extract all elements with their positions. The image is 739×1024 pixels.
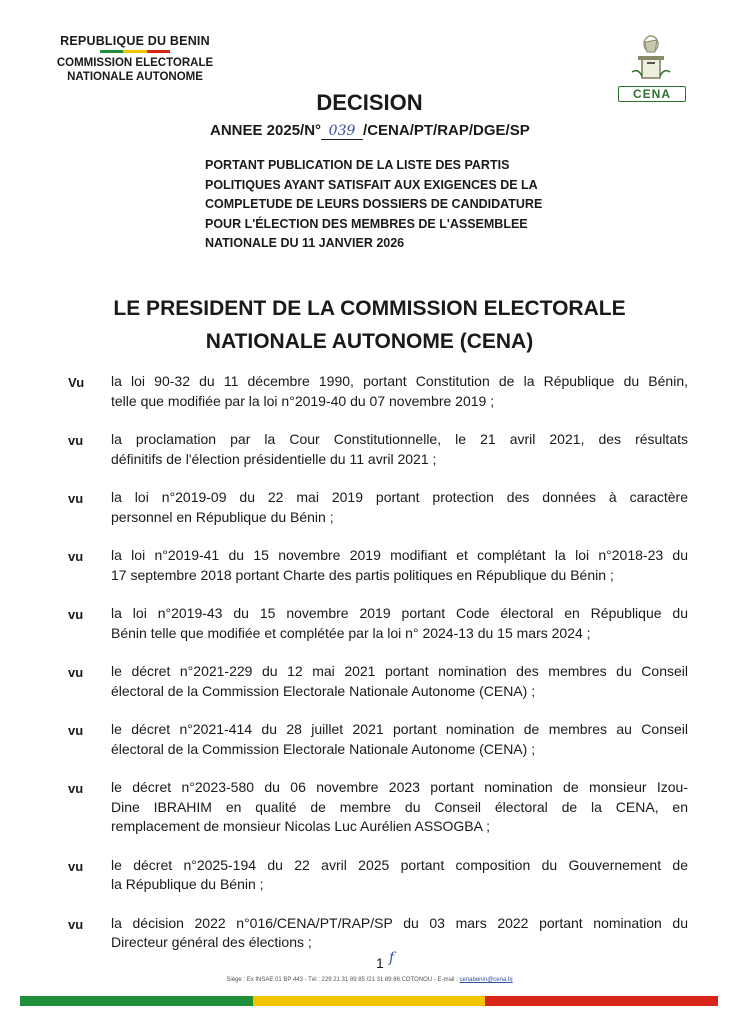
logo-text: CENA (618, 86, 686, 102)
text-line: le décret n°2021-229 du 12 mai 2021 portant nomination des membres du Conseil (111, 663, 688, 679)
flag-yellow (253, 996, 486, 1006)
text-line: la loi n°2019-43 du 15 novembre 2019 portant Code électoral en République du (111, 605, 688, 621)
text-line: la décision 2022 n°016/CENA/PT/RAP/SP du 03 mars 2022 portant nomination du (111, 914, 688, 931)
reference-suffix: /CENA/PT/RAP/DGE/SP (363, 122, 530, 139)
consideration-text (111, 856, 688, 895)
footer-email-link[interactable]: cenabenin@cena.bj (459, 977, 513, 983)
president-heading (0, 292, 739, 358)
flag-red (147, 50, 170, 53)
footer-flag-stripe (20, 996, 718, 1006)
consideration-key: vu (68, 491, 84, 506)
subject-line: COMPLETUDE DE LEURS DOSSIERS DE CANDIDATURE (205, 197, 543, 211)
org-name-line2: NATIONALE AUTONOME (67, 71, 203, 83)
consideration-text (111, 778, 688, 837)
flag-green (100, 50, 123, 53)
text-line: la loi 90-32 du 11 décembre 1990, portant Constitution de la République du Bénin, (111, 373, 688, 389)
consideration-key: vu (68, 723, 84, 738)
consideration-text (111, 914, 688, 953)
consideration-key: vu (68, 607, 84, 622)
consideration-text (111, 488, 688, 527)
consideration-key: vu (68, 433, 84, 448)
reference-prefix: ANNEE 2025/N° (210, 122, 322, 139)
letterhead (40, 34, 230, 84)
decision-title: DECISION (316, 90, 423, 115)
reference-number: 039 (321, 123, 363, 140)
consideration-item (68, 778, 688, 837)
decision-subject (205, 156, 595, 254)
text-line: électoral de la Commission Electorale Nationale Autonome (CENA) ; (111, 682, 536, 699)
consideration-item (68, 720, 688, 759)
consideration-item (68, 662, 688, 701)
subject-line: PORTANT PUBLICATION DE LA LISTE DES PARTIS (205, 158, 510, 172)
consideration-key: vu (68, 781, 84, 796)
subject-line: NATIONALE DU 11 JANVIER 2026 (205, 236, 405, 250)
consideration-text (111, 662, 688, 701)
president-line2: NATIONALE AUTONOME (CENA) (205, 330, 534, 353)
consideration-key: Vu (68, 375, 85, 390)
consideration-item (68, 914, 688, 953)
text-line: personnel en République du Bénin ; (111, 508, 334, 525)
subject-line: POUR L'ÉLECTION DES MEMBRES DE L'ASSEMBLEE (205, 216, 528, 231)
text-line: telle que modifiée par la loi n°2019-40 du 07 novembre 2019 ; (111, 392, 495, 409)
consideration-text (111, 720, 688, 759)
text-line: le décret n°2025-194 du 22 avril 2025 portant composition du Gouvernement de (111, 856, 688, 873)
text-line: Directeur général des élections ; (111, 934, 312, 950)
president-line1: LE PRESIDENT DE LA COMMISSION ELECTORALE (113, 297, 626, 320)
consideration-item (68, 856, 688, 895)
consideration-key: vu (68, 858, 84, 874)
footer-address-text: Siège : Ex INSAE 01 BP 443 - Tél : 229 21 31 89 85 /21 31 89 86 COTONOU - E-mail : (226, 977, 458, 983)
consideration-key: vu (68, 916, 84, 932)
country-name: REPUBLIQUE DU BENIN (60, 34, 210, 48)
consideration-text (111, 604, 688, 643)
consideration-item (68, 488, 688, 527)
subject-line: POLITIQUES AYANT SATISFAIT AUX EXIGENCES DE LA (205, 177, 538, 192)
considerations-list (68, 372, 688, 953)
consideration-text (111, 430, 688, 469)
flag-green (20, 996, 253, 1006)
text-line: remplacement de monsieur Nicolas Luc Aurélien ASSOGBA ; (111, 818, 490, 834)
page-number: 1 (376, 955, 384, 971)
text-line: Dine IBRAHIM en qualité de membre du Conseil électoral de la CENA, en (111, 798, 688, 815)
consideration-text (111, 546, 688, 585)
flag-yellow (123, 50, 146, 53)
text-line: la proclamation par la Cour Constitutionnelle, le 21 avril 2021, des résultats (111, 431, 688, 447)
ballot-box-icon (618, 32, 684, 86)
flag-red (485, 996, 718, 1006)
footer-address (0, 977, 739, 983)
text-line: la loi n°2019-09 du 22 mai 2019 portant protection des données à caractère (111, 489, 688, 505)
flag-stripe (100, 50, 170, 53)
consideration-key: vu (68, 665, 84, 680)
text-line: le décret n°2021-414 du 28 juillet 2021 portant nomination de membres au Conseil (111, 721, 688, 737)
consideration-key: vu (68, 549, 84, 564)
consideration-item (68, 430, 688, 469)
consideration-item (68, 604, 688, 643)
handwritten-initials: f (389, 950, 395, 966)
text-line: la loi n°2019-41 du 15 novembre 2019 modifiant et complétant la loi n°2018-23 du (111, 547, 688, 563)
consideration-item (68, 546, 688, 585)
text-line: définitifs de l'élection présidentielle du 11 avril 2021 ; (111, 450, 437, 467)
org-name-line1: COMMISSION ELECTORALE (56, 57, 214, 69)
text-line: le décret n°2023-580 du 06 novembre 2023 portant nomination de monsieur Izou- (111, 779, 688, 795)
text-line: Bénin telle que modifiée et complétée par la loi n° 2024-13 du 15 mars 2024 ; (111, 624, 591, 641)
text-line: la République du Bénin ; (111, 876, 264, 892)
consideration-text (111, 372, 688, 411)
text-line: électoral de la Commission Electorale Nationale Autonome (CENA) ; (111, 740, 536, 757)
text-line: 17 septembre 2018 portant Charte des partis politiques en République du Bénin ; (111, 566, 614, 583)
decision-reference (210, 122, 530, 140)
consideration-item (68, 372, 688, 411)
